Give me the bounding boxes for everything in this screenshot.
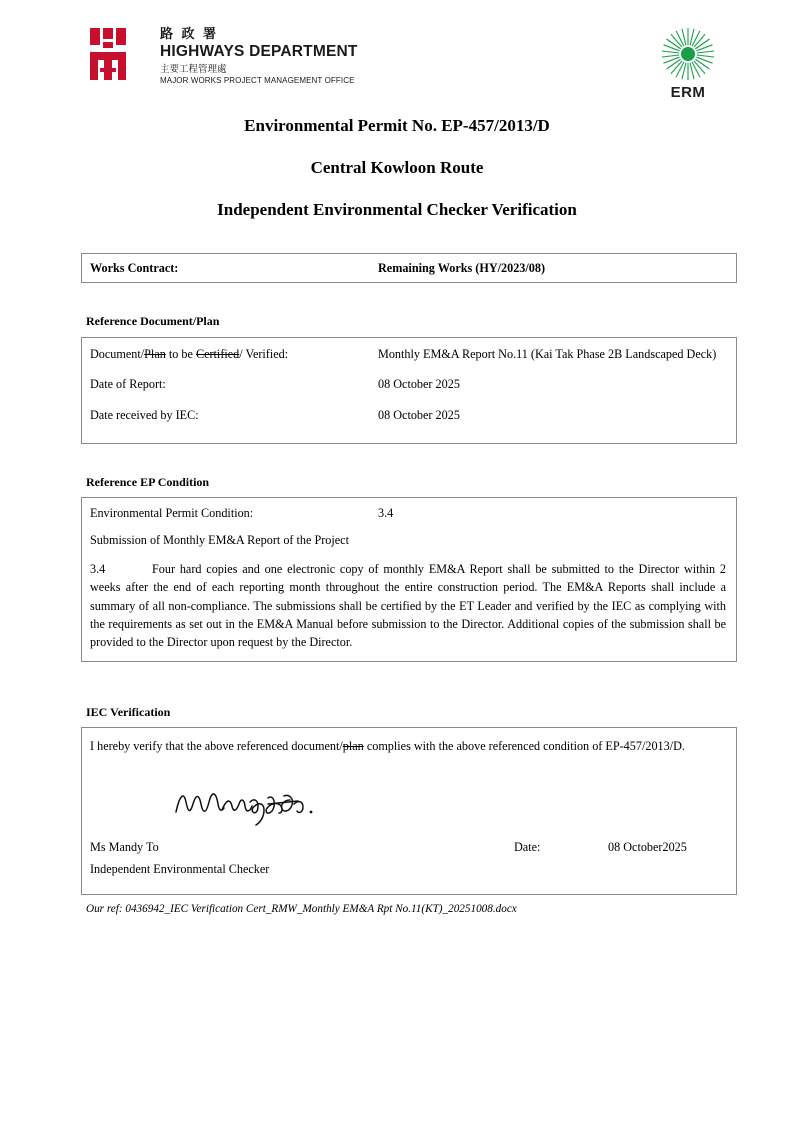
- doc-label-part1: Document/: [90, 347, 145, 361]
- date-of-report-label: Date of Report:: [90, 377, 166, 392]
- works-contract-value: Remaining Works (HY/2023/08): [378, 261, 546, 275]
- doc-label-strike-certified: Certified: [195, 347, 240, 361]
- date-received-row: [82, 400, 736, 430]
- signer-title: Independent Environmental Checker: [90, 862, 270, 876]
- highways-department-emblem-icon: [88, 26, 150, 82]
- document-verified-row: [82, 338, 736, 364]
- document-title: Independent Environmental Checker Verification: [217, 200, 577, 220]
- works-contract-row: [82, 254, 736, 283]
- date-of-report-value: 08 October 2025: [378, 377, 460, 392]
- signer-name: Ms Mandy To: [90, 840, 159, 854]
- permit-title: Environmental Permit No. EP-457/2013/D: [244, 116, 550, 135]
- reference-document-section-label: Reference Document/Plan: [86, 314, 220, 328]
- ep-condition-label: Environmental Permit Condition:: [90, 506, 254, 520]
- date-received-label: Date received by IEC:: [90, 407, 199, 422]
- ep-condition-row: [82, 498, 736, 522]
- office-name-english: MAJOR WORKS PROJECT MANAGEMENT OFFICE: [160, 75, 355, 85]
- signature-date-label: Date:: [514, 840, 541, 854]
- document-verified-label: [90, 346, 378, 362]
- department-name-block: [160, 26, 358, 85]
- ep-condition-text: Four hard copies and one electronic copy of monthly EM&A Report shall be submitted to the Director within 2 weeks after the end of each reporting month throughout the entire construction period. The EM&A Reports shall include a summary of all non-compliance. The submissions shall be certified by the ET Leader and verified by the IEC as complying with the requirements as set out in the EM&A Manual before submission to the Director. Additional copies of the submission shall be provided to the Director upon request by the Director.: [90, 561, 726, 650]
- iec-verification-section-label: IEC Verification: [86, 705, 171, 719]
- date-received-value: 08 October 2025: [378, 407, 460, 422]
- doc-label-part3: / Verified:: [239, 347, 289, 361]
- ep-condition-heading-row: [82, 522, 736, 549]
- title-block: [0, 116, 794, 220]
- works-contract-label: Works Contract:: [90, 261, 179, 275]
- erm-burst-icon: [658, 26, 718, 82]
- statement-part2: complies with the above referenced condition of EP-457/2013/D.: [363, 739, 685, 753]
- reference-ep-condition-section-label: Reference EP Condition: [86, 475, 210, 489]
- statement-strike-plan: plan: [342, 739, 364, 753]
- statement-part1: I hereby verify that the above referenced document/: [90, 739, 343, 753]
- signature-date-value: 08 October2025: [608, 840, 687, 854]
- reference-document-box: [81, 337, 737, 444]
- office-name-chinese: 主要工程管理處: [160, 64, 227, 76]
- department-name-chinese: 路 政 署: [160, 27, 219, 42]
- ep-condition-number: 3.4: [90, 561, 106, 576]
- ep-condition-value: 3.4: [378, 506, 394, 520]
- doc-label-part2: to be: [165, 347, 196, 361]
- erm-label: ERM: [670, 84, 706, 101]
- erm-logo-block: [640, 26, 736, 101]
- ep-condition-body: [82, 550, 736, 659]
- iec-verification-box: [81, 727, 737, 895]
- department-name-english: HIGHWAYS DEPARTMENT: [160, 43, 358, 61]
- iec-verification-statement: [82, 728, 736, 756]
- reference-ep-condition-box: [81, 497, 737, 662]
- document-verified-value: Monthly EM&A Report No.11 (Kai Tak Phase 2B Landscaped Deck): [378, 347, 717, 361]
- ep-condition-heading: Submission of Monthly EM&A Report of the Project: [90, 533, 349, 548]
- works-contract-box: [81, 253, 737, 283]
- doc-label-strike-plan: Plan: [144, 347, 166, 361]
- project-title: Central Kowloon Route: [310, 158, 484, 178]
- date-of-report-row: [82, 364, 736, 399]
- highways-department-logo-block: [88, 26, 358, 85]
- handwritten-signature-image: [172, 782, 372, 828]
- document-header: [88, 26, 736, 102]
- our-ref-footer: Our ref: 0436942_IEC Verification Cert_RMW_Monthly EM&A Rpt No.11(KT)_20251008.docx: [86, 903, 517, 915]
